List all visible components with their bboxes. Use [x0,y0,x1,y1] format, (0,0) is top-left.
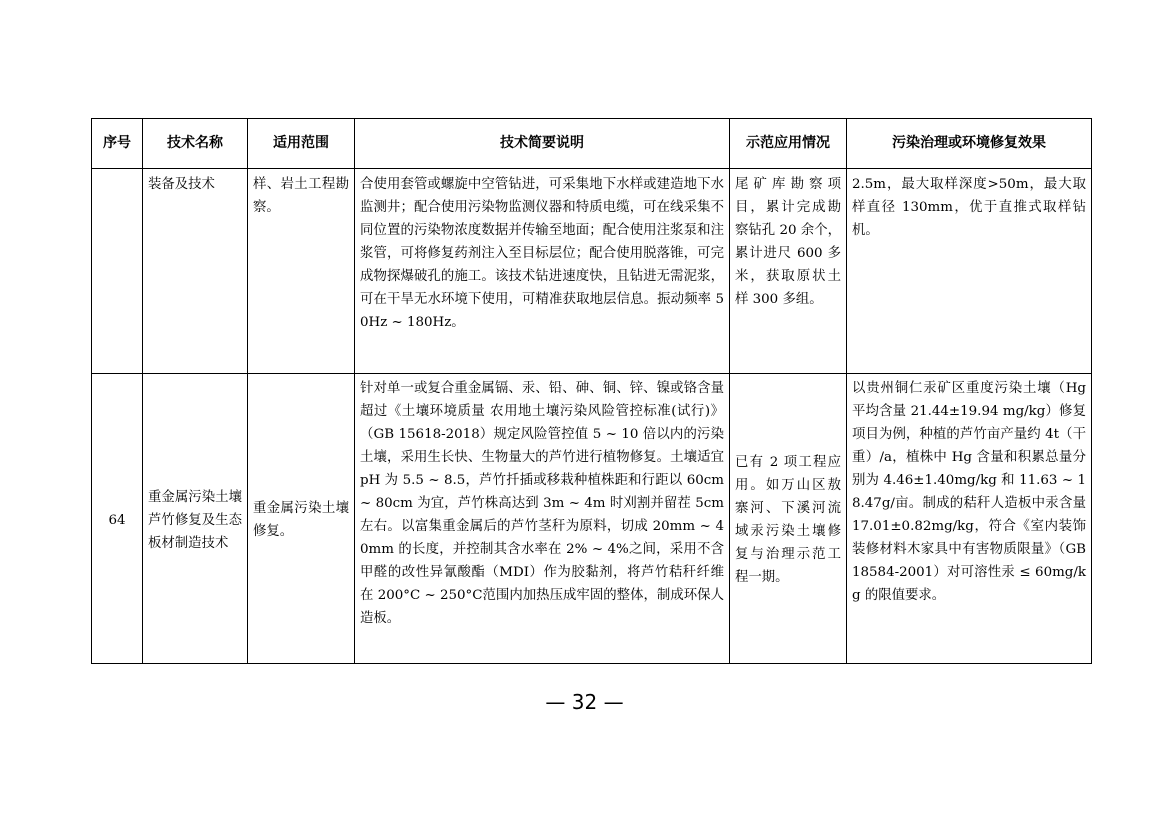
cell-demo: 已有 2 项工程应用。如万山区敖寨河、下溪河流域汞污染土壤修复与治理示范工程一期。 [730,374,847,664]
table-row [92,169,1092,374]
cell-demo: 尾矿库勘察项目，累计完成勘察钻孔 20 余个，累计进尺 600 多米，获取原状土样 300 多组。 [730,169,847,374]
cell-scope: 重金属污染土壤修复。 [248,374,355,664]
header-description: 技术简要说明 [355,119,730,169]
cell-tech-name: 重金属污染土壤芦竹修复及生态板材制造技术 [143,374,248,664]
cell-tech-name: 装备及技术 [143,169,248,374]
page-number: — 32 — [545,690,624,714]
cell-description: 合使用套管或螺旋中空管钻进，可采集地下水样或建造地下水监测井；配合使用污染物监测仪器和特质电缆，可在线采集不同位置的污染物浓度数据并传输至地面；配合使用注浆泵和注浆管，可将修复药剂注入至目标层位；配合使用脱落锥，可完成物探爆破孔的施工。该技术钻进速度快，且钻进无需泥浆，可在干旱无水环境下使用，可精准获取地层信息。振动频率 50Hz ~ 180Hz。 [355,169,730,374]
header-seq: 序号 [92,119,143,169]
cell-effect: 以贵州铜仁汞矿区重度污染土壤（Hg 平均含量 21.44±19.94 mg/kg）修复项目为例，种植的芦竹亩产量约 4t（干重）/a，植株中 Hg 含量和积累总量分别为 4.46±1.40mg/kg 和 11.63 ~ 18.47g/亩。制成的秸秆人造板中汞含量 17.01±0.82mg/kg，符合《室内装饰装修材料木家具中有害物质限量》（GB 18584-2001）对可溶性汞 ≤ 60mg/kg 的限值要求。 [847,374,1092,664]
table-row [92,374,1092,664]
technology-table [91,118,1092,664]
cell-effect: 2.5m，最大取样深度>50m，最大取样直径 130mm，优于直推式取样钻机。 [847,169,1092,374]
header-demo: 示范应用情况 [730,119,847,169]
header-scope: 适用范围 [248,119,355,169]
header-tech-name: 技术名称 [143,119,248,169]
table-header-row [92,119,1092,169]
cell-seq [92,169,143,374]
cell-seq: 64 [92,374,143,664]
cell-description: 针对单一或复合重金属镉、汞、铅、砷、铜、锌、镍或铬含量超过《土壤环境质量 农用地土壤污染风险管控标准(试行)》（GB 15618-2018）规定风险管控值 5 ~ 10 倍以内的污染土壤，采用生长快、生物量大的芦竹进行植物修复。土壤适宜 pH 为 5.5 ~ 8.5，芦竹扦插或移栽种植株距和行距以 60cm ~ 80cm 为宜，芦竹株高达到 3m ~ 4m 时刈割并留茬 5cm 左右。以富集重金属后的芦竹茎秆为原料，切成 20mm ~ 40mm 的长度，并控制其含水率在 2% ~ 4%之间，采用不含甲醛的改性异氰酸酯（MDI）作为胶黏剂，将芦竹秸秆纤维在 200°C ~ 250°C范围内加热压成牢固的整体，制成环保人造板。 [355,374,730,664]
cell-scope: 样、岩土工程勘察。 [248,169,355,374]
header-effect: 污染治理或环境修复效果 [847,119,1092,169]
